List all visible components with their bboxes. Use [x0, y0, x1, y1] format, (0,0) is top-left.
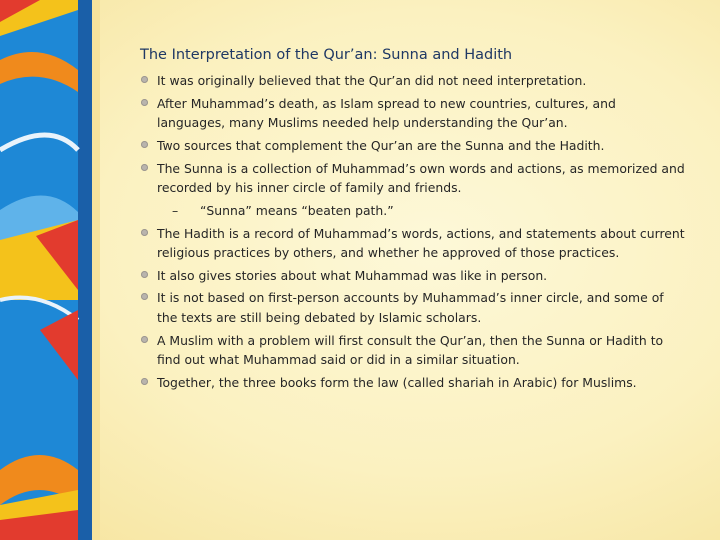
- bullet-icon: [141, 99, 148, 106]
- bullet-icon: [141, 271, 148, 278]
- bullet-list: [140, 71, 685, 395]
- bullet-icon: [141, 164, 148, 171]
- bullet-icon: [141, 336, 148, 343]
- sub-bullet-text: “Sunna” means “beaten path.”: [200, 202, 394, 218]
- bullet-text: After Muhammad’s death, as Islam spread to new countries, cultures, and languages, many Muslims needed help understanding the Qur’an.: [157, 95, 616, 131]
- sub-bullet-item: [140, 201, 685, 220]
- bullet-text: It is not based on first-person accounts by Muhammad’s inner circle, and some of the texts are still being debated by Islamic scholars.: [157, 290, 664, 325]
- bullet-item: [140, 331, 685, 370]
- bullet-item: [140, 266, 685, 285]
- bullet-item: [140, 159, 685, 198]
- bullet-icon: [141, 229, 148, 236]
- bullet-icon: [141, 293, 148, 300]
- bullet-item: [140, 71, 685, 90]
- bullet-item: [140, 94, 685, 133]
- slide-title: The Interpretation of the Qur’an: Sunna and Hadith: [140, 47, 513, 63]
- bullet-text: Two sources that complement the Qur’an are the Sunna and the Hadith.: [157, 137, 605, 153]
- bullet-text: The Hadith is a record of Muhammad’s words, actions, and statements about current religious practices by others, and whether he approved of those practices.: [157, 225, 685, 260]
- bullet-item: [140, 136, 685, 155]
- bullet-icon: [141, 141, 148, 148]
- bullet-text: It was originally believed that the Qur’an did not need interpretation.: [157, 73, 587, 88]
- bullet-icon: [141, 76, 148, 83]
- dash-icon: –: [172, 202, 179, 218]
- bullet-text: Together, the three books form the law (called shariah in Arabic) for Muslims.: [157, 374, 637, 390]
- bullet-item: [140, 288, 685, 327]
- bullet-text: A Muslim with a problem will first consult the Qur’an, then the Sunna or Hadith to find out what Muhammad said or did in a similar situation.: [157, 332, 664, 367]
- bullet-item: [140, 224, 685, 263]
- bullet-text: It also gives stories about what Muhammad was like in person.: [157, 267, 548, 283]
- bullet-text: The Sunna is a collection of Muhammad’s own words and actions, as memorized and recorded by his inner circle of family and friends.: [157, 160, 685, 195]
- bullet-icon: [141, 378, 148, 385]
- bullet-item: [140, 373, 685, 392]
